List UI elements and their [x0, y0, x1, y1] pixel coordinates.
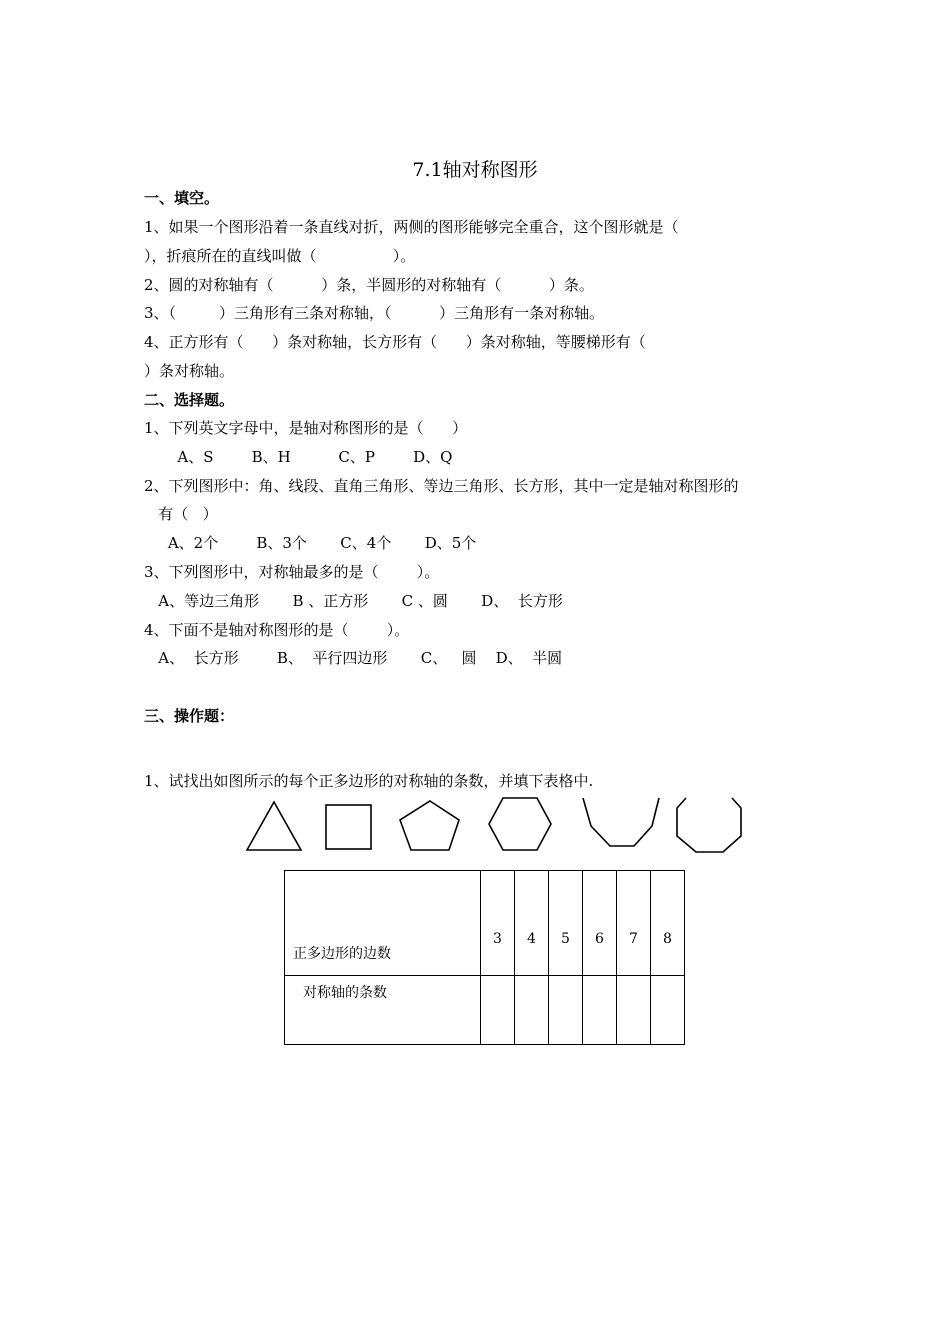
- section2-heading: 二、选择题。: [144, 391, 235, 409]
- answer-cell[interactable]: [617, 976, 651, 1045]
- fill-q1-line1: 1、如果一个图形沿着一条直线对折，两侧的图形能够完全重合，这个图形就是（: [144, 218, 679, 236]
- sides-cell: 7: [617, 871, 651, 976]
- fill-q4-line1: 4、正方形有（ ）条对称轴，长方形有（ ）条对称轴，等腰梯形有（: [144, 333, 646, 351]
- heptagon-shape: [583, 798, 659, 846]
- fill-q1-line2: ），折痕所在的直线叫做（ ）。: [144, 247, 416, 265]
- row-label-sides: 正多边形的边数: [285, 871, 481, 976]
- fill-q3: 3、（ ）三角形有三条对称轴，（ ）三角形有一条对称轴。: [144, 304, 605, 322]
- sides-cell: 3: [481, 871, 515, 976]
- fill-q2: 2、圆的对称轴有（ ）条，半圆形的对称轴有（ ）条。: [144, 276, 594, 294]
- section1-heading: 一、填空。: [144, 189, 220, 207]
- page-title: 7.1轴对称图形: [412, 159, 538, 181]
- answer-cell[interactable]: [515, 976, 549, 1045]
- choice-q4: 4、下面不是轴对称图形的是（ ）。: [144, 621, 410, 639]
- triangle-shape: [247, 802, 301, 850]
- choice-q3: 3、下列图形中，对称轴最多的是（ ）。: [144, 563, 440, 581]
- table-row: [285, 871, 685, 976]
- fill-q4-line2: ）条对称轴。: [144, 362, 235, 380]
- choice-q2-line2: 有（ ）: [144, 505, 218, 523]
- answer-cell[interactable]: [651, 976, 685, 1045]
- choice-q4-options: A、 长方形 B、 平行四边形 C、 圆 D、 半圆: [144, 649, 563, 667]
- table-row: [285, 976, 685, 1045]
- row-label-axes: 对称轴的条数: [285, 976, 481, 1045]
- choice-q2-line1: 2、下列图形中：角、线段、直角三角形、等边三角形、长方形，其中一定是轴对称图形的: [144, 477, 739, 495]
- answer-cell[interactable]: [583, 976, 617, 1045]
- sides-cell: 6: [583, 871, 617, 976]
- square-shape: [326, 805, 371, 849]
- octagon-shape: [677, 798, 741, 852]
- answer-cell[interactable]: [481, 976, 515, 1045]
- sides-cell: 8: [651, 871, 685, 976]
- choice-q1: 1、下列英文字母中，是轴对称图形的是（ ）: [144, 419, 468, 437]
- choice-q3-options: A、等边三角形 B 、正方形 C 、圆 D、 长方形: [144, 592, 563, 610]
- sides-cell: 4: [515, 871, 549, 976]
- regular-polygons-figure: [240, 794, 750, 856]
- polygon-axes-table: [284, 870, 685, 1045]
- section3-heading: 三、操作题：: [144, 707, 235, 725]
- hexagon-shape: [489, 798, 551, 850]
- choice-q2-options: A、2个 B、3个 C、4个 D、5个: [144, 534, 477, 552]
- pentagon-shape: [400, 801, 459, 850]
- sides-cell: 5: [549, 871, 583, 976]
- choice-q1-options: A、S B、H C、P D、Q: [144, 448, 453, 466]
- answer-cell[interactable]: [549, 976, 583, 1045]
- operation-q1: 1、试找出如图所示的每个正多边形的对称轴的条数，并填下表格中.: [144, 772, 594, 790]
